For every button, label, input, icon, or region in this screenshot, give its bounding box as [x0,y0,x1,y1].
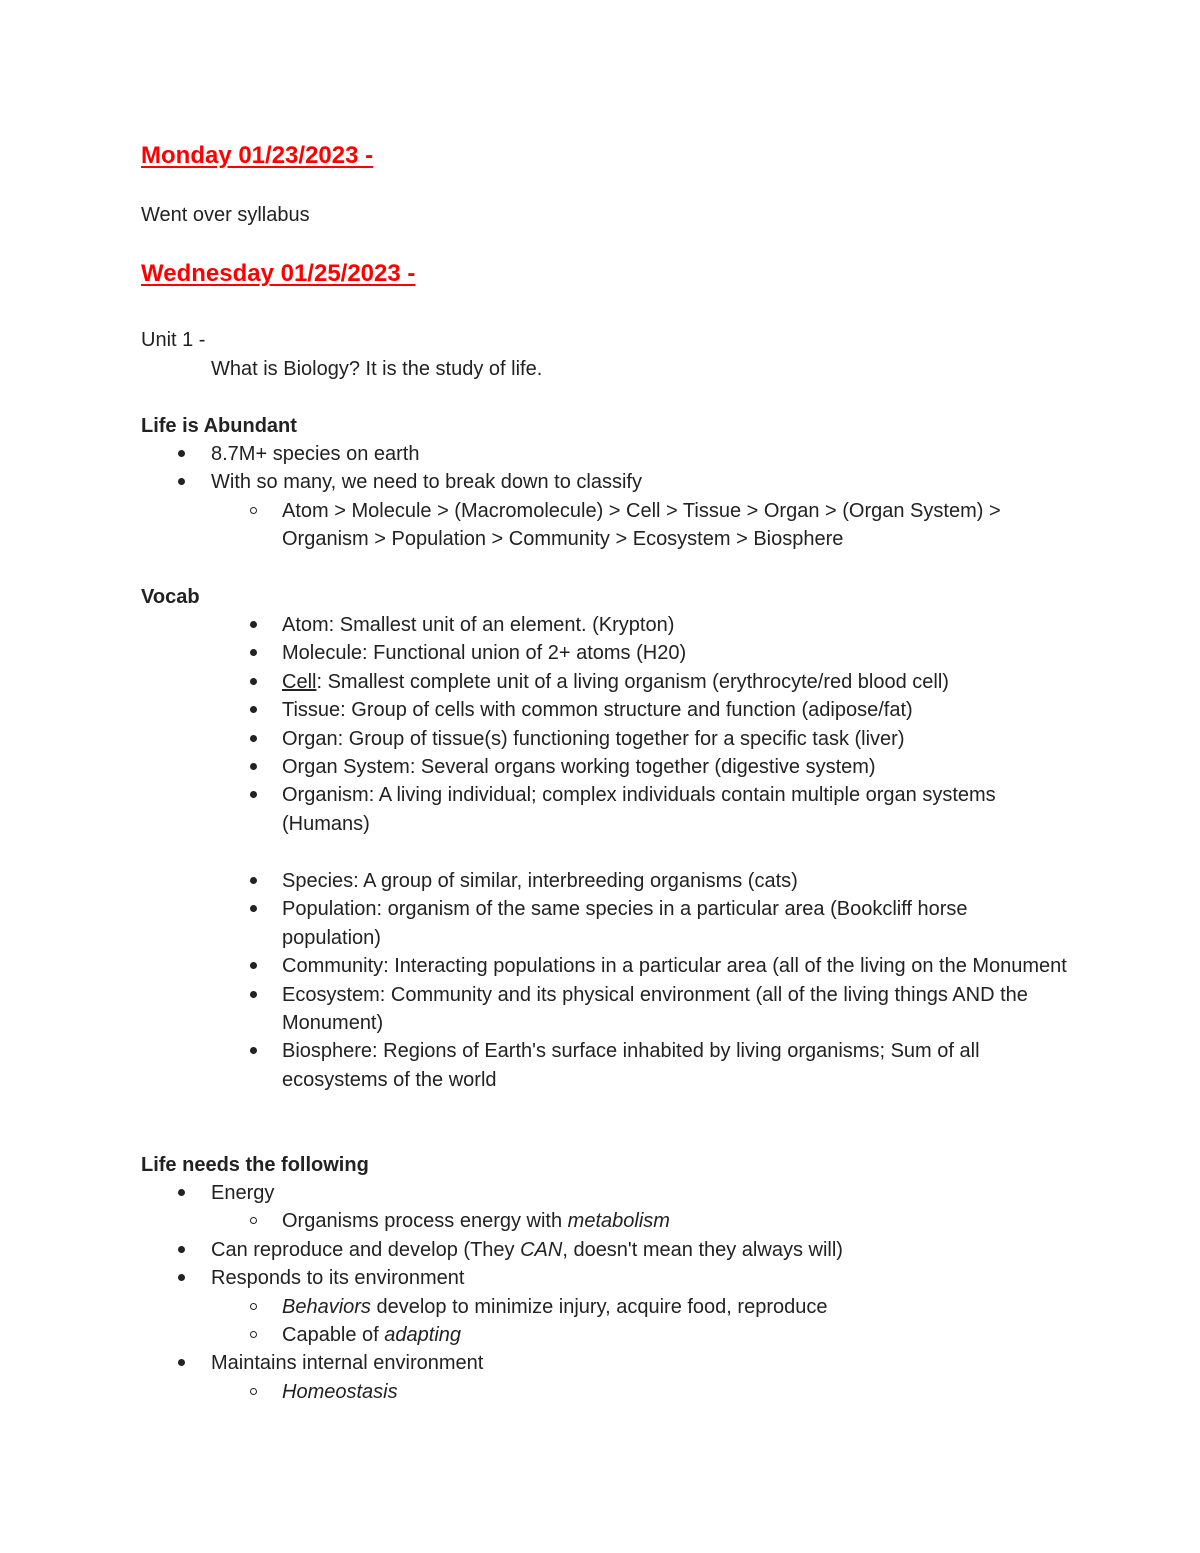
list-item: With so many, we need to break down to classify [0,468,1200,496]
reproduce-text-end: , doesn't mean they always will) [562,1238,843,1261]
adapting-text: Capable of [282,1324,385,1347]
vocab-molecule: Molecule: Functional union of 2+ atoms (H20) [0,639,1072,667]
vocab-heading: Vocab [141,586,200,608]
need-maintains: Maintains internal environment [0,1349,1200,1377]
behaviors-text: develop to minimize injury, acquire food, reproduce [370,1295,828,1318]
wednesday-date-heading: Wednesday 01/25/2023 - [141,260,416,287]
adapting-term: adapting [384,1324,462,1347]
can-emphasis: CAN [520,1238,563,1261]
vocab-organ: Organ: Group of tissue(s) functioning together for a specific task (liver) [0,725,1072,753]
vocab-organism: Organism: A living individual; complex individuals contain multiple organ systems (Humans) [0,781,1072,838]
vocab-tissue: Tissue: Group of cells with common structure and function (adipose/fat) [0,696,1072,724]
vocab-biosphere: Biosphere: Regions of Earth's surface inhabited by living organisms; Sum of all ecosystems of the world [0,1037,1072,1094]
life-needs-heading: Life needs the following [141,1154,369,1176]
monday-note: Went over syllabus [141,204,310,226]
life-abundant-heading: Life is Abundant [141,415,297,437]
biology-definition: What is Biology? It is the study of life. [211,358,543,380]
metabolism-term: metabolism [567,1210,670,1233]
vocab-list [0,611,1200,838]
need-energy: Energy [0,1179,1200,1207]
vocab-list-continued [0,867,1200,1094]
vocab-atom: Atom: Smallest unit of an element. (Krypton) [0,611,1072,639]
need-responds: Responds to its environment [0,1264,1200,1292]
vocab-species: Species: A group of similar, interbreeding organisms (cats) [0,867,1072,895]
cell-definition: : Smallest complete unit of a living organism (erythrocyte/red blood cell) [316,670,949,693]
unit-label: Unit 1 - [141,329,206,351]
list-item: 8.7M+ species on earth [0,440,1200,468]
need-behaviors [0,1293,1072,1321]
behaviors-term: Behaviors [282,1295,371,1318]
life-abundant-list [0,440,1200,554]
vocab-organ-system: Organ System: Several organs working together (digestive system) [0,753,1072,781]
energy-sub-text: Organisms process energy with [282,1210,568,1233]
need-energy-sub [0,1207,1072,1235]
vocab-ecosystem: Ecosystem: Community and its physical environment (all of the living things AND the Monument) [0,981,1072,1038]
reproduce-text: Can reproduce and develop (They [211,1238,521,1261]
need-adapting [0,1321,1072,1349]
vocab-community: Community: Interacting populations in a particular area (all of the living on the Monument [0,952,1072,980]
vocab-population: Population: organism of the same species in a particular area (Bookcliff horse population) [0,895,1072,952]
cell-term-link: Cell [282,670,317,693]
life-needs-list [0,1179,1200,1406]
monday-date-heading: Monday 01/23/2023 - [141,142,374,169]
vocab-cell [0,668,1072,696]
homeostasis-term: Homeostasis [282,1380,398,1403]
need-homeostasis [0,1378,1072,1406]
need-reproduce [0,1236,1200,1264]
hierarchy-list-item: Atom > Molecule > (Macromolecule) > Cell > Tissue > Organ > (Organ System) > Organism > Population > Community > Ecosystem > Biosphere [0,497,1072,554]
